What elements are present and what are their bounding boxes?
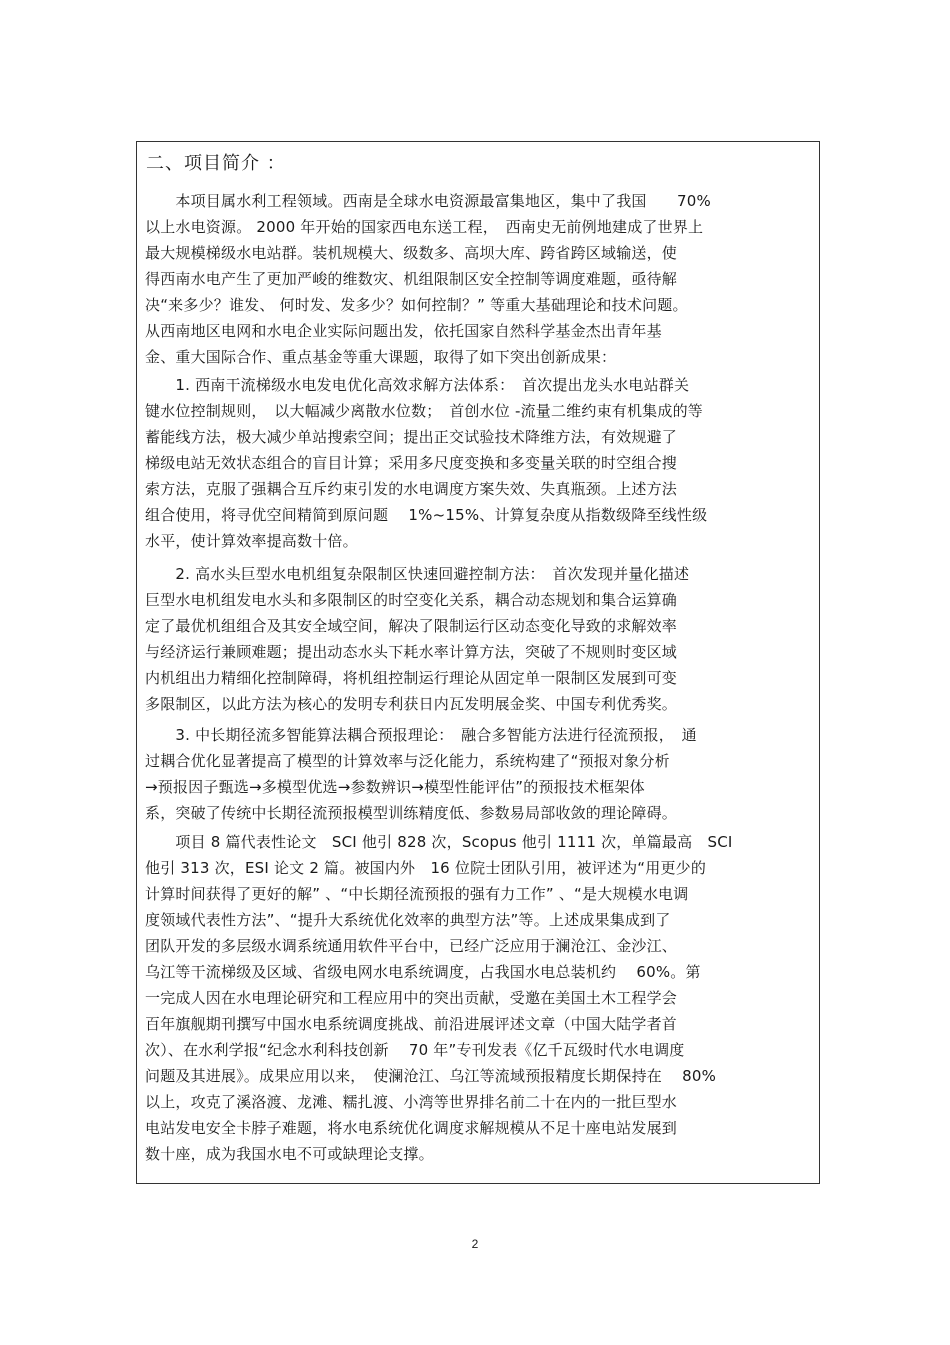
section-heading: 二、项目简介 ： — [146, 153, 286, 174]
text-line: 计算时间获得了更好的解” 、“中长期径流预报的强有力工作” 、“是大规模水电调 — [145, 885, 689, 903]
text-line: 以上水电资源。 2000 年开始的国家西电东送工程， 西南史无前例地建成了世界上 — [145, 218, 704, 236]
text-line: 多限制区，以此方法为核心的发明专利获日内瓦发明展金奖、中国专利优秀奖。 — [145, 695, 678, 713]
text-line: 最大规模梯级水电站群。装机规模大、级数多、高坝大库、跨省跨区域输送，使 — [145, 244, 678, 262]
text-line: 组合使用，将寻优空间精简到原问题 1%~15%、计算复杂度从指数级降至线性级 — [145, 506, 708, 524]
text-line: 索方法，克服了强耦合互斥约束引发的水电调度方案失效、失真瓶颈。上述方法 — [145, 480, 678, 498]
text-line: 本项目属水利工程领域。西南是全球水电资源最富集地区，集中了我国 70% — [145, 192, 711, 210]
text-line: 他引 313 次，ESI 论文 2 篇。被国内外 16 位院士团队引用，被评述为“用更少的 — [145, 859, 707, 877]
text-line: 度领域代表性方法”、“提升大系统优化效率的典型方法”等。上述成果集成到了 — [145, 911, 671, 929]
text-line: 问题及其进展》。成果应用以来， 使澜沧江、乌江等流域预报精度长期保持在 80% — [145, 1067, 717, 1085]
text-line: 内机组出力精细化控制障碍，将机组控制运行理论从固定单一限制区发展到可变 — [145, 669, 678, 687]
text-line: 键水位控制规则， 以大幅减少离散水位数； 首创水位 -流量二维约束有机集成的等 — [145, 402, 703, 420]
text-line: 巨型水电机组发电水头和多限制区的时空变化关系，耦合动态规划和集合运算确 — [145, 591, 678, 609]
text-line: 金、重大国际合作、重点基金等重大课题，取得了如下突出创新成果： — [145, 348, 617, 366]
text-line: 项目 8 篇代表性论文 SCI 他引 828 次，Scopus 他引 1111 次，单篇最高 SCI — [145, 833, 733, 851]
text-line: 与经济运行兼顾难题；提出动态水头下耗水率计算方法，突破了不规则时变区域 — [145, 643, 678, 661]
text-line: 次）、在水利学报“纪念水利科技创新 70 年”专刊发表《亿千瓦级时代水电调度 — [145, 1041, 685, 1059]
text-line: 2. 高水头巨型水电机组复杂限制区快速回避控制方法： 首次发现并量化描述 — [145, 565, 690, 583]
page-number: 2 — [471, 1237, 479, 1251]
text-line: 决“来多少？谁发、 何时发、发多少？如何控制？” 等重大基础理论和技术问题。 — [145, 296, 688, 314]
text-line: 水平，使计算效率提高数十倍。 — [145, 532, 358, 550]
text-line: 定了最优机组组合及其安全域空间，解决了限制运行区动态变化导致的求解效率 — [145, 617, 678, 635]
text-line: 一完成人因在水电理论研究和工程应用中的突出贡献，受邀在美国土木工程学会 — [145, 989, 678, 1007]
text-line: 百年旗舰期刊撰写中国水电系统调度挑战、前沿进展评述文章（中国大陆学者首 — [145, 1015, 678, 1033]
text-line: 得西南水电产生了更加严峻的维数灾、机组限制区安全控制等调度难题，亟待解 — [145, 270, 678, 288]
text-line: 数十座，成为我国水电不可或缺理论支撑。 — [145, 1145, 434, 1163]
text-line: 以上，攻克了溪洛渡、龙滩、糯扎渡、小湾等世界排名前二十在内的一批巨型水 — [145, 1093, 678, 1111]
text-line: 1. 西南干流梯级水电发电优化高效求解方法体系： 首次提出龙头水电站群关 — [145, 376, 690, 394]
text-line: 梯级电站无效状态组合的盲目计算；采用多尺度变换和多变量关联的时空组合搜 — [145, 454, 678, 472]
text-line: 系，突破了传统中长期径流预报模型训练精度低、参数易局部收敛的理论障碍。 — [145, 804, 678, 822]
text-line: 团队开发的多层级水调系统通用软件平台中，已经广泛应用于澜沧江、金沙江、 — [145, 937, 678, 955]
text-line: →预报因子甄选→多模型优选→参数辨识→模型性能评估”的预报技术框架体 — [145, 778, 645, 796]
text-line: 乌江等干流梯级及区域、省级电网水电系统调度，占我国水电总装机约 60%。第 — [145, 963, 701, 981]
text-line: 过耦合优化显著提高了模型的计算效率与泛化能力，系统构建了“预报对象分析 — [145, 752, 670, 770]
text-line: 电站发电安全卡脖子难题，将水电系统优化调度求解规模从不足十座电站发展到 — [145, 1119, 678, 1137]
text-line: 3. 中长期径流多智能算法耦合预报理论： 融合多智能方法进行径流预报， 通 — [145, 726, 697, 744]
text-line: 蓄能线方法，极大减少单站搜索空间；提出正交试验技术降维方法，有效规避了 — [145, 428, 678, 446]
text-line: 从西南地区电网和水电企业实际问题出发，依托国家自然科学基金杰出青年基 — [145, 322, 662, 340]
